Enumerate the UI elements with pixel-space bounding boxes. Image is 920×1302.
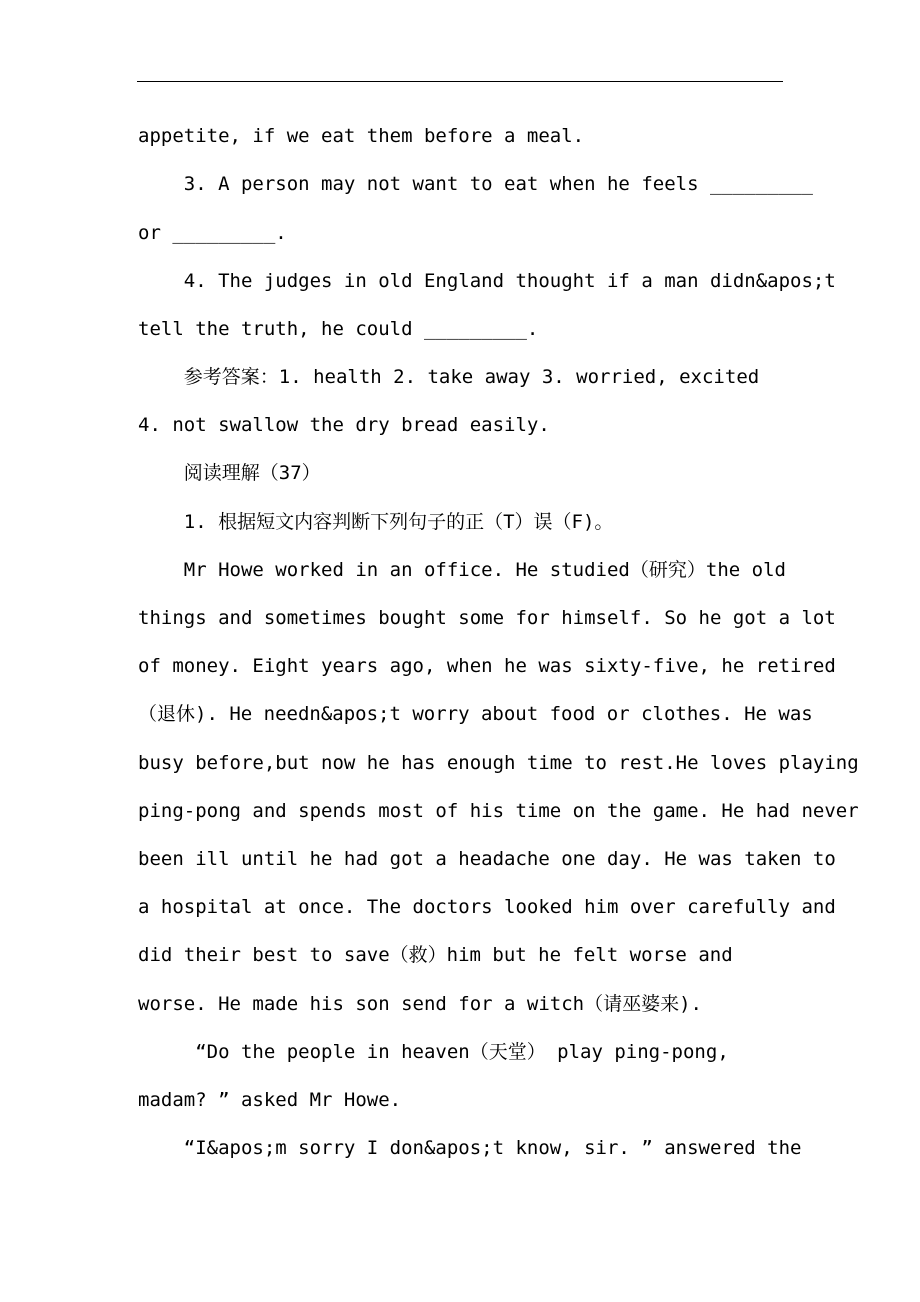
text-line: or _________. [138,222,287,244]
text-line: 4. The judges in old England thought if a man didn&apos;t [138,270,836,292]
header-rule [137,81,783,82]
text-line: things and sometimes bought some for himself. So he got a lot [138,607,836,629]
text-line: been ill until he had got a headache one day. He was taken to [138,848,836,870]
text-line: Mr Howe worked in an office. He studied（研究）the old [138,559,786,581]
text-line: tell the truth, he could _________. [138,318,539,340]
text-line: “I&apos;m sorry I don&apos;t know, sir. ” answered the [138,1137,802,1159]
text-line: （退休). He needn&apos;t worry about food or clothes. He was [138,703,813,725]
text-line: 4. not swallow the dry bread easily. [138,414,550,436]
text-line: “Do the people in heaven（天堂） play ping-pong, [138,1041,729,1063]
text-line: a hospital at once. The doctors looked him over carefully and [138,896,836,918]
text-line: of money. Eight years ago, when he was sixty-five, he retired [138,655,836,677]
text-line: ping-pong and spends most of his time on the game. He had never [138,800,859,822]
text-line: 3. A person may not want to eat when he feels _________ [138,173,813,195]
text-line: busy before,but now he has enough time to rest.He loves playing [138,752,859,774]
text-line: appetite, if we eat them before a meal. [138,125,585,147]
text-line: madam? ” asked Mr Howe. [138,1089,402,1111]
text-line: did their best to save（救）him but he felt worse and [138,944,733,966]
section-heading: 阅读理解（37） [138,462,321,484]
instruction-line: 1. 根据短文内容判断下列句子的正（T）误（F)。 [138,511,614,533]
answer-line: 参考答案：1. health 2. take away 3. worried, excited [138,366,760,388]
text-line: worse. He made his son send for a witch（请巫婆来). [138,993,702,1015]
